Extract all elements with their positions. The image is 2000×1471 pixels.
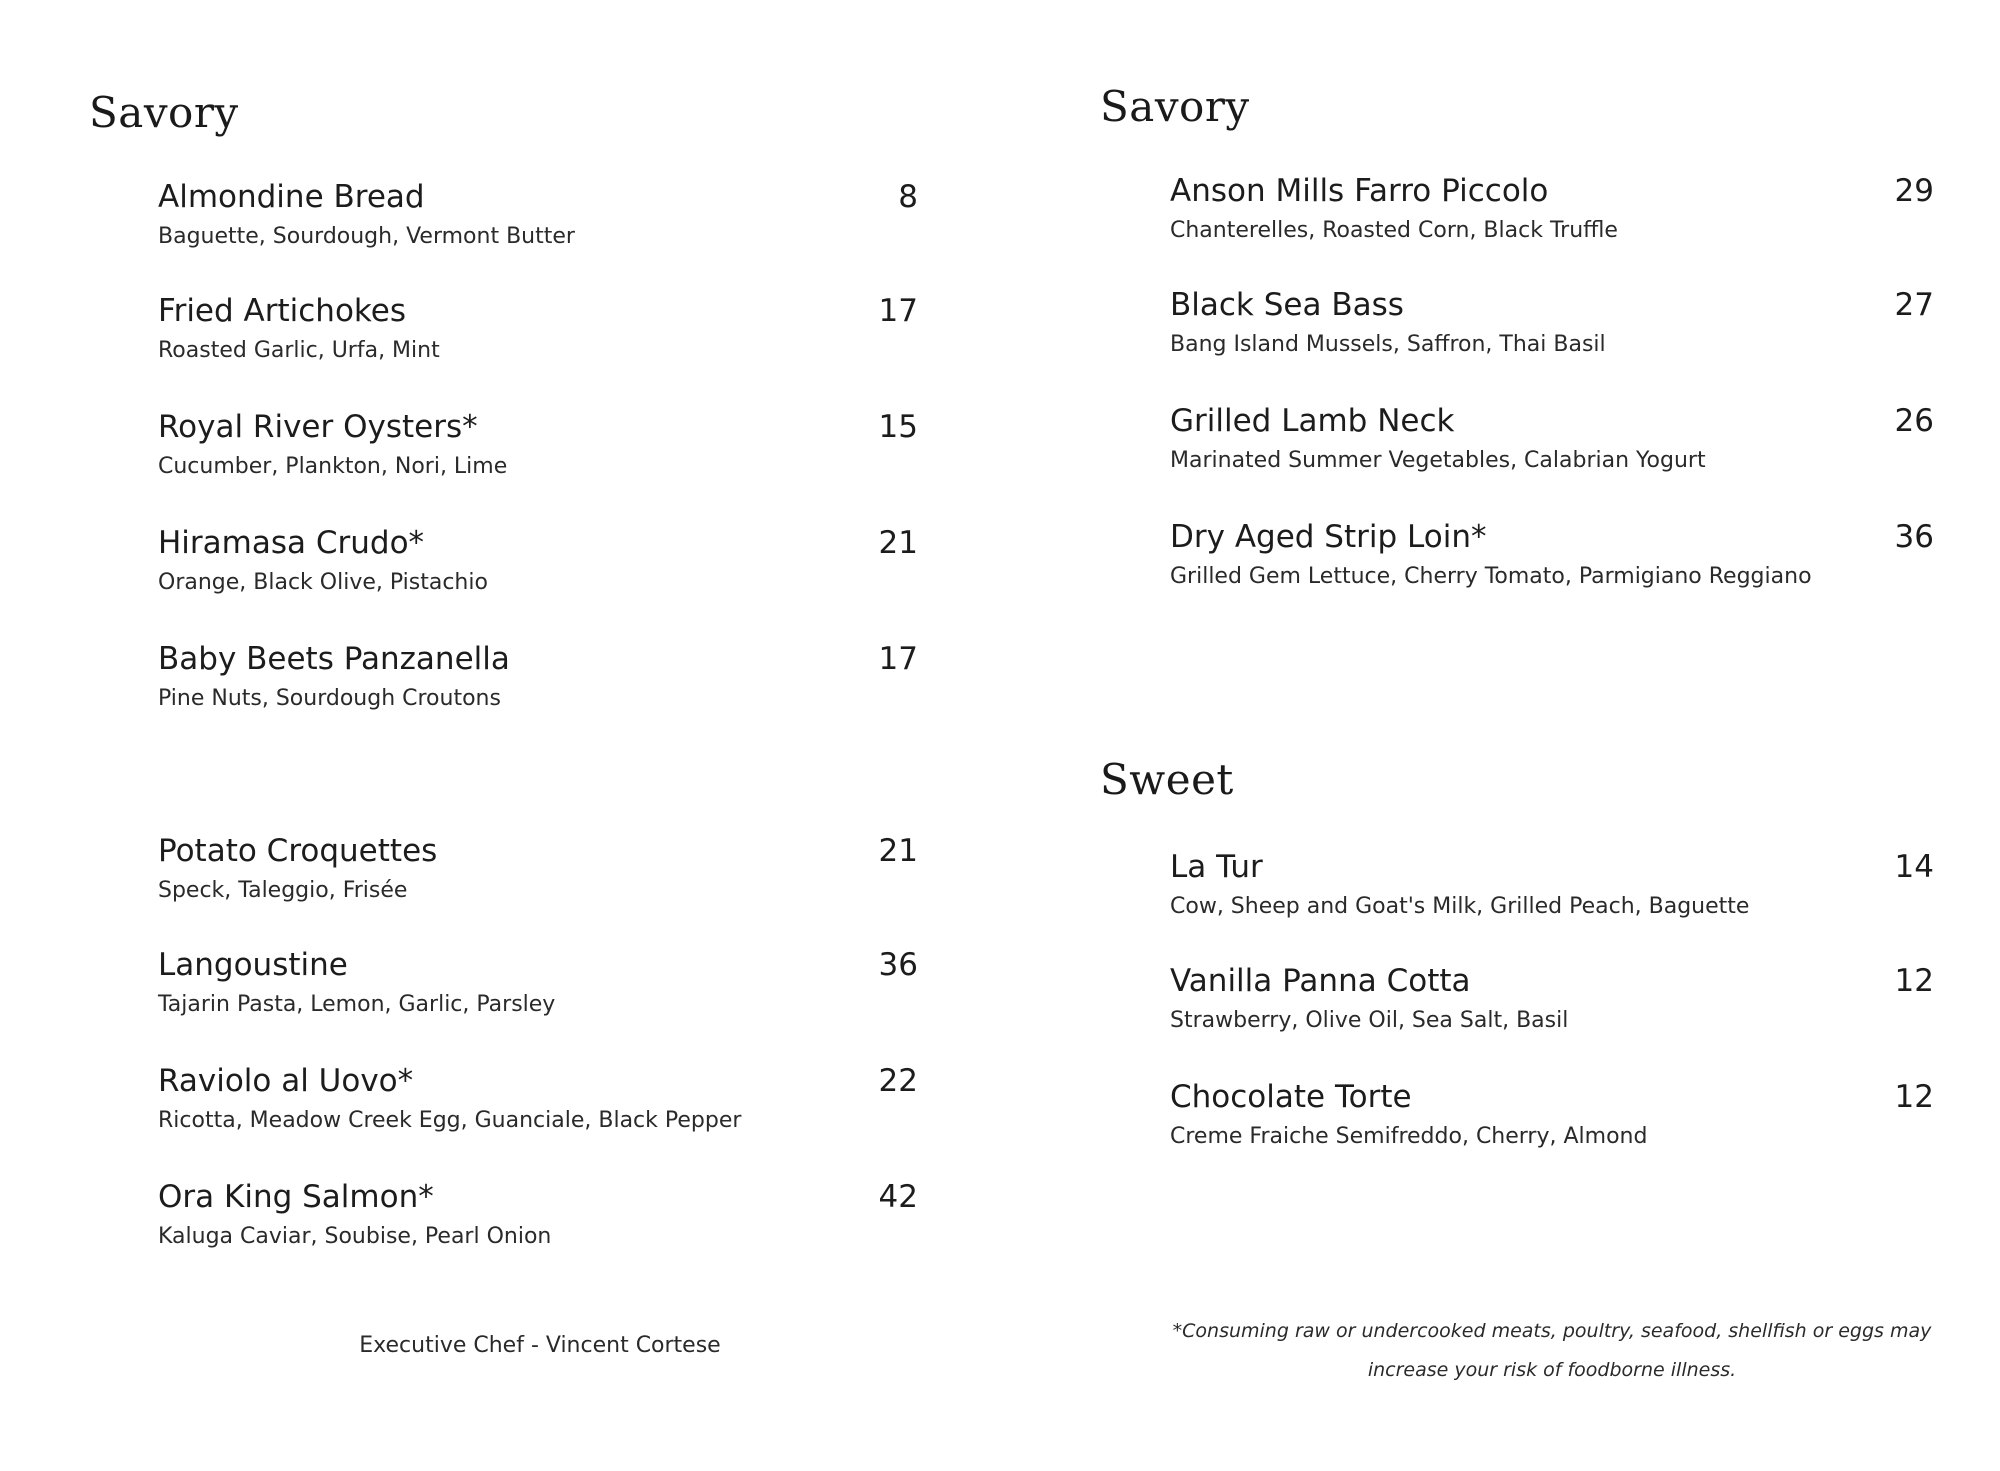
menu-item [1170,1077,1934,1177]
item-name: La Tur [1170,849,1263,885]
item-price: 15 [878,409,918,445]
item-price: 8 [898,179,918,215]
item-description: Pine Nuts, Sourdough Croutons [158,686,501,711]
item-price: 17 [878,641,918,677]
item-name: Royal River Oysters* [158,409,478,445]
menu-item [158,177,918,277]
item-name: Fried Artichokes [158,293,406,329]
item-price: 21 [878,525,918,561]
raw-food-disclaimer [1170,1312,1934,1390]
menu-item [158,291,918,391]
menu-item [1170,171,1934,271]
menu-item [1170,285,1934,385]
item-name: Grilled Lamb Neck [1170,403,1455,439]
section-title-savory-left: Savory [89,88,239,137]
menu-item [158,945,918,1045]
menu-item [1170,847,1934,947]
item-price: 36 [878,947,918,983]
item-name: Vanilla Panna Cotta [1170,963,1471,999]
menu-item [158,523,918,623]
item-price: 12 [1894,963,1934,999]
item-price: 27 [1894,287,1934,323]
item-name: Raviolo al Uovo* [158,1063,414,1099]
item-price: 22 [878,1063,918,1099]
item-name: Black Sea Bass [1170,287,1404,323]
item-name: Ora King Salmon* [158,1179,434,1215]
item-price: 14 [1894,849,1934,885]
item-price: 17 [878,293,918,329]
item-description: Kaluga Caviar, Soubise, Pearl Onion [158,1224,552,1249]
item-description: Bang Island Mussels, Saffron, Thai Basil [1170,332,1606,357]
disclaimer-line-2: increase your risk of foodborne illness. [1367,1359,1737,1381]
item-name: Chocolate Torte [1170,1079,1412,1115]
menu-item [158,1177,918,1277]
item-price: 26 [1894,403,1934,439]
item-name: Langoustine [158,947,348,983]
item-name: Almondine Bread [158,179,425,215]
disclaimer-line-1: *Consuming raw or undercooked meats, poultry, seafood, shellfish or eggs may [1172,1320,1932,1342]
item-price: 36 [1894,519,1934,555]
item-name: Anson Mills Farro Piccolo [1170,173,1549,209]
item-description: Orange, Black Olive, Pistachio [158,570,488,595]
section-title-sweet: Sweet [1100,755,1234,804]
item-description: Chanterelles, Roasted Corn, Black Truffle [1170,218,1618,243]
item-price: 21 [878,833,918,869]
menu-item [1170,961,1934,1061]
item-price: 42 [878,1179,918,1215]
item-description: Marinated Summer Vegetables, Calabrian Yogurt [1170,448,1706,473]
item-description: Strawberry, Olive Oil, Sea Salt, Basil [1170,1008,1569,1033]
item-name: Potato Croquettes [158,833,438,869]
item-name: Dry Aged Strip Loin* [1170,519,1487,555]
item-description: Cow, Sheep and Goat's Milk, Grilled Peach, Baguette [1170,894,1750,919]
item-price: 12 [1894,1079,1934,1115]
menu-item [158,1061,918,1161]
item-description: Creme Fraiche Semifreddo, Cherry, Almond [1170,1124,1648,1149]
item-description: Speck, Taleggio, Frisée [158,878,408,903]
item-description: Baguette, Sourdough, Vermont Butter [158,224,575,249]
item-name: Baby Beets Panzanella [158,641,510,677]
item-description: Cucumber, Plankton, Nori, Lime [158,454,508,479]
item-name: Hiramasa Crudo* [158,525,425,561]
item-price: 29 [1894,173,1934,209]
item-description: Ricotta, Meadow Creek Egg, Guanciale, Black Pepper [158,1108,742,1133]
menu-item [1170,401,1934,501]
menu-item [1170,517,1934,617]
section-title-savory-right: Savory [1100,82,1250,131]
menu-item [158,639,918,739]
item-description: Roasted Garlic, Urfa, Mint [158,338,440,363]
menu-item [158,407,918,507]
executive-chef-credit: Executive Chef - Vincent Cortese [359,1333,721,1358]
menu-item [158,831,918,931]
item-description: Grilled Gem Lettuce, Cherry Tomato, Parmigiano Reggiano [1170,564,1812,589]
item-description: Tajarin Pasta, Lemon, Garlic, Parsley [158,992,556,1017]
